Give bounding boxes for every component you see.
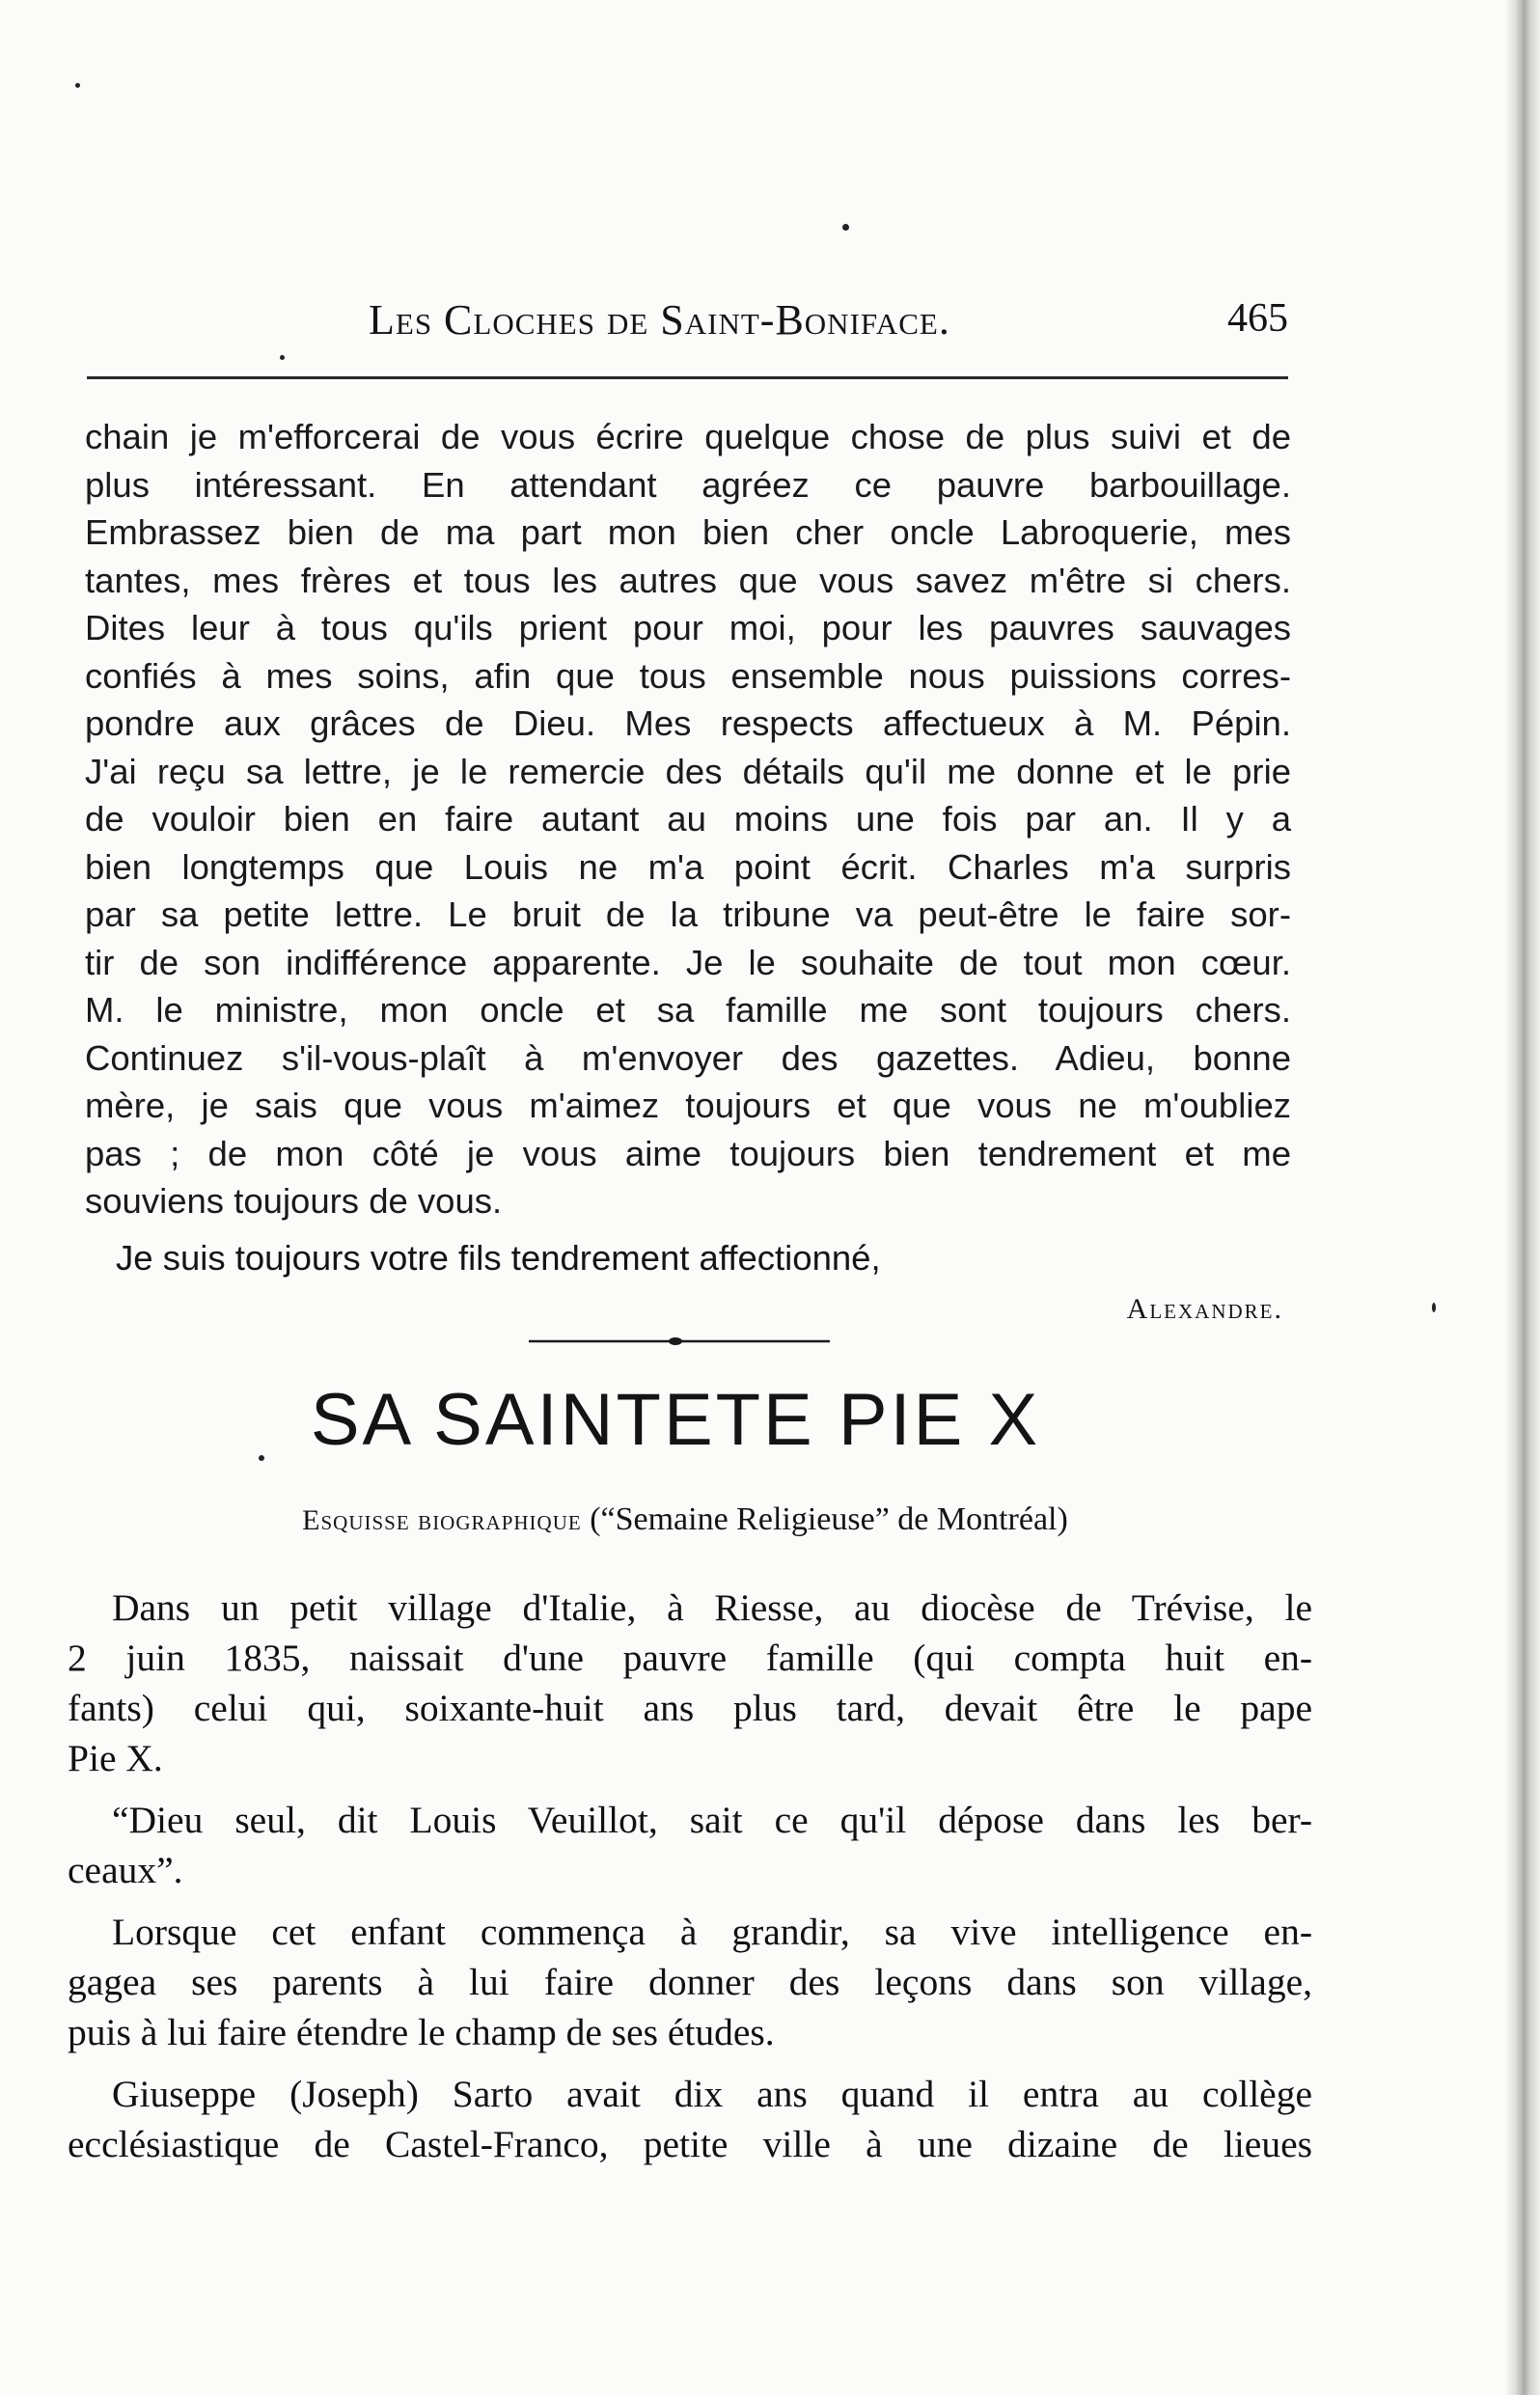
paragraph-line: gagea ses parents à lui faire donner des leçons dans son village, [68, 1961, 1312, 2003]
subtitle-source: (“Semaine Religieuse” de Montréal) [590, 1501, 1068, 1537]
letter-line: pas ; de mon côté je vous aime toujours bien tendrement et me [85, 1133, 1291, 1173]
letter-text [85, 413, 1291, 1225]
biography-text [68, 1583, 1312, 2181]
scan-speck [75, 83, 80, 88]
paragraph-line: “Dieu seul, dit Louis Veuillot, sait ce qu'il dépose dans les ber- [112, 1799, 1312, 1841]
letter-line: chain je m'efforcerai de vous écrire quelque chose de plus suivi et de [85, 417, 1291, 456]
paragraph [68, 1583, 1312, 1783]
subtitle-smallcaps: Esquisse biographique [302, 1504, 582, 1536]
paragraph [68, 1795, 1312, 1895]
letter-line: Continuez s'il-vous-plaît à m'envoyer des gazettes. Adieu, bonne [85, 1037, 1291, 1078]
paragraph-line: ecclésiastique de Castel-Franco, petite ville à une dizaine de lieues [68, 2123, 1312, 2165]
letter-line: souviens toujours de vous. [85, 1181, 503, 1221]
letter-line: bien longtemps que Louis ne m'a point écrit. Charles m'a surpris [85, 846, 1291, 887]
paragraph-line: Lorsque cet enfant commença à grandir, sa vive intelligence en- [112, 1911, 1312, 1953]
letter-line: confiés à mes soins, afin que tous ensemble nous puissions corres- [85, 655, 1291, 696]
paragraph-line: Giuseppe (Joseph) Sarto avait dix ans quand il entra au collège [112, 2073, 1312, 2115]
letter-line: plus intéressant. En attendant agréez ce pauvre barbouillage. [85, 464, 1291, 505]
letter-line: M. le ministre, mon oncle et sa famille me sont toujours chers. [85, 990, 1291, 1030]
scan-speck [280, 355, 285, 360]
letter-line: par sa petite lettre. Le bruit de la tribune va peut-être le faire sor- [85, 895, 1291, 934]
scan-speck [842, 224, 849, 231]
letter-line: Embrassez bien de ma part mon bien cher oncle Labroquerie, mes [85, 512, 1291, 552]
paragraph-line: Pie X. [68, 1737, 163, 1779]
page-number: 465 [1227, 296, 1288, 341]
letter-closing: Je suis toujours votre fils tendrement affectionné, [116, 1238, 881, 1278]
letter-line: mère, je sais que vous m'aimez toujours et que vous ne m'oubliez [85, 1086, 1291, 1125]
page-binding-edge [1505, 0, 1540, 2395]
letter-line: tantes, mes frères et tous les autres que vous savez m'être si chers. [85, 560, 1291, 600]
section-subtitle [0, 1501, 1370, 1538]
letter-line: J'ai reçu sa lettre, je le remercie des détails qu'il me donne et le prie [85, 751, 1291, 791]
section-title: SA SAINTETE PIE X [310, 1379, 1041, 1461]
letter-line: pondre aux grâces de Dieu. Mes respects affectueux à M. Pépin. [85, 703, 1291, 743]
letter-line: tir de son indifférence apparente. Je le souhaite de tout mon cœur. [85, 942, 1291, 982]
scan-speck [259, 1455, 264, 1461]
letter-line: Dites leur à tous qu'ils prient pour moi, pour les pauvres sauvages [85, 608, 1291, 647]
letter-line: de vouloir bien en faire autant au moins une fois par an. Il y a [85, 799, 1291, 839]
letter-signature: Alexandre. [1126, 1293, 1283, 1325]
paragraph [68, 2069, 1312, 2169]
ornament-divider [529, 1335, 830, 1347]
header-rule [87, 376, 1288, 379]
paragraph-line: fants) celui qui, soixante-huit ans plus tard, devait être le pape [68, 1687, 1312, 1729]
paragraph-line: Dans un petit village d'Italie, à Riesse, au diocèse de Trévise, le [112, 1586, 1312, 1629]
paragraph [68, 1907, 1312, 2057]
paragraph-line: ceaux”. [68, 1849, 183, 1891]
running-title: Les Cloches de Saint-Boniface. [369, 296, 950, 344]
running-header [87, 295, 1288, 353]
paragraph-line: puis à lui faire étendre le champ de ses études. [68, 2011, 775, 2053]
paragraph-line: 2 juin 1835, naissait d'une pauvre famille (qui compta huit en- [68, 1637, 1312, 1679]
scan-speck [1432, 1303, 1436, 1312]
